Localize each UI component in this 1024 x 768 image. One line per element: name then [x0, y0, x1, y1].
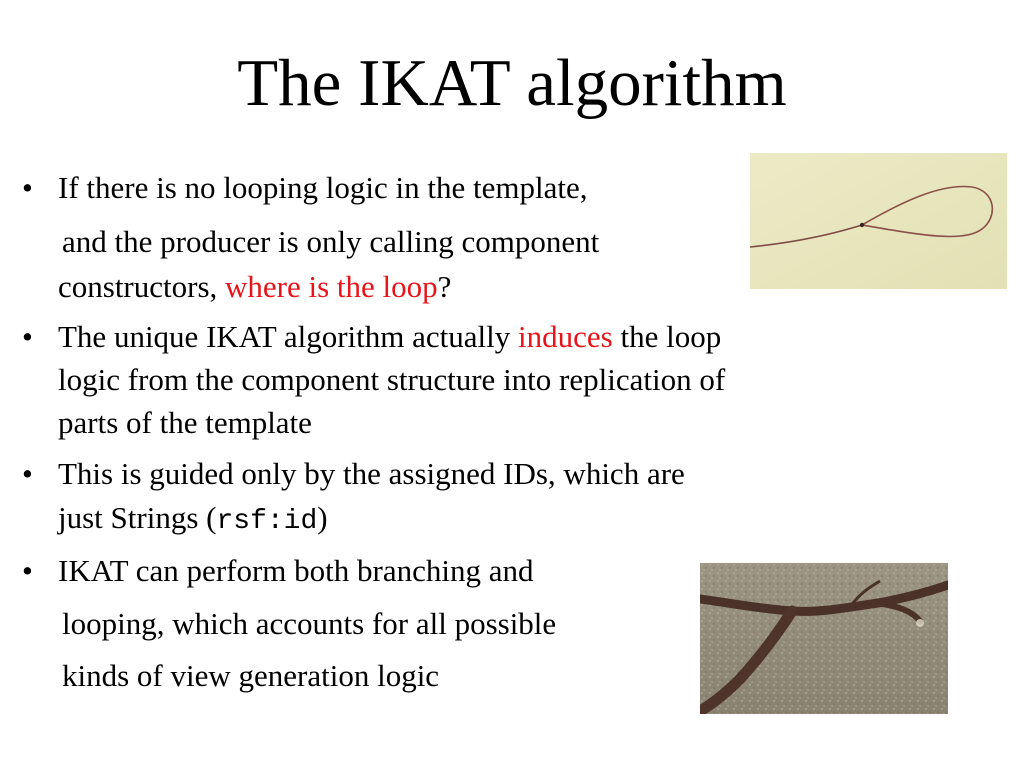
bullet-1-line-3 — [58, 265, 451, 309]
wire-loop-photo — [750, 153, 1007, 289]
bullet-3-line-2-start: just Strings ( — [58, 500, 217, 535]
wire-loop-icon — [750, 153, 1007, 289]
bullet-1-marker: • — [22, 170, 33, 205]
bullet-3-code: rsf:id — [216, 506, 318, 537]
bullet-1-line-3-start: constructors, — [58, 269, 226, 304]
bullet-4-marker: • — [22, 553, 33, 588]
bullet-4-line-3: kinds of view generation logic — [62, 658, 440, 693]
bullet-2-line-1-end: the loop — [612, 319, 722, 354]
bullet-1-line-1: If there is no looping logic in the template, — [58, 170, 588, 205]
twig-photo — [700, 563, 948, 714]
bullet-2-line-1-start: The unique IKAT algorithm actually — [58, 319, 519, 354]
bullet-1-line-2: and the producer is only calling component — [62, 224, 600, 259]
bullet-2-emphasis: induces — [518, 319, 613, 354]
bullet-1-emphasis: where is the loop — [225, 269, 438, 304]
bullet-2-line-1 — [58, 315, 721, 359]
bullet-3-line-1: This is guided only by the assigned IDs, which are — [58, 456, 685, 491]
bullet-3-marker: • — [22, 456, 33, 491]
bullet-3-line-2 — [58, 496, 328, 544]
bullet-4-line-1: IKAT can perform both branching and — [58, 553, 534, 588]
bullet-2-marker: • — [22, 319, 33, 354]
bullet-2-line-2: logic from the component structure into replication of — [58, 362, 726, 397]
bullet-3-line-2-end: ) — [317, 500, 328, 535]
bullet-1-line-3-end: ? — [437, 269, 452, 304]
bullet-4-line-2: looping, which accounts for all possible — [62, 606, 557, 641]
twig-icon — [700, 563, 948, 714]
bullet-2-line-3: parts of the template — [58, 405, 312, 440]
slide-title: The IKAT algorithm — [237, 46, 787, 120]
